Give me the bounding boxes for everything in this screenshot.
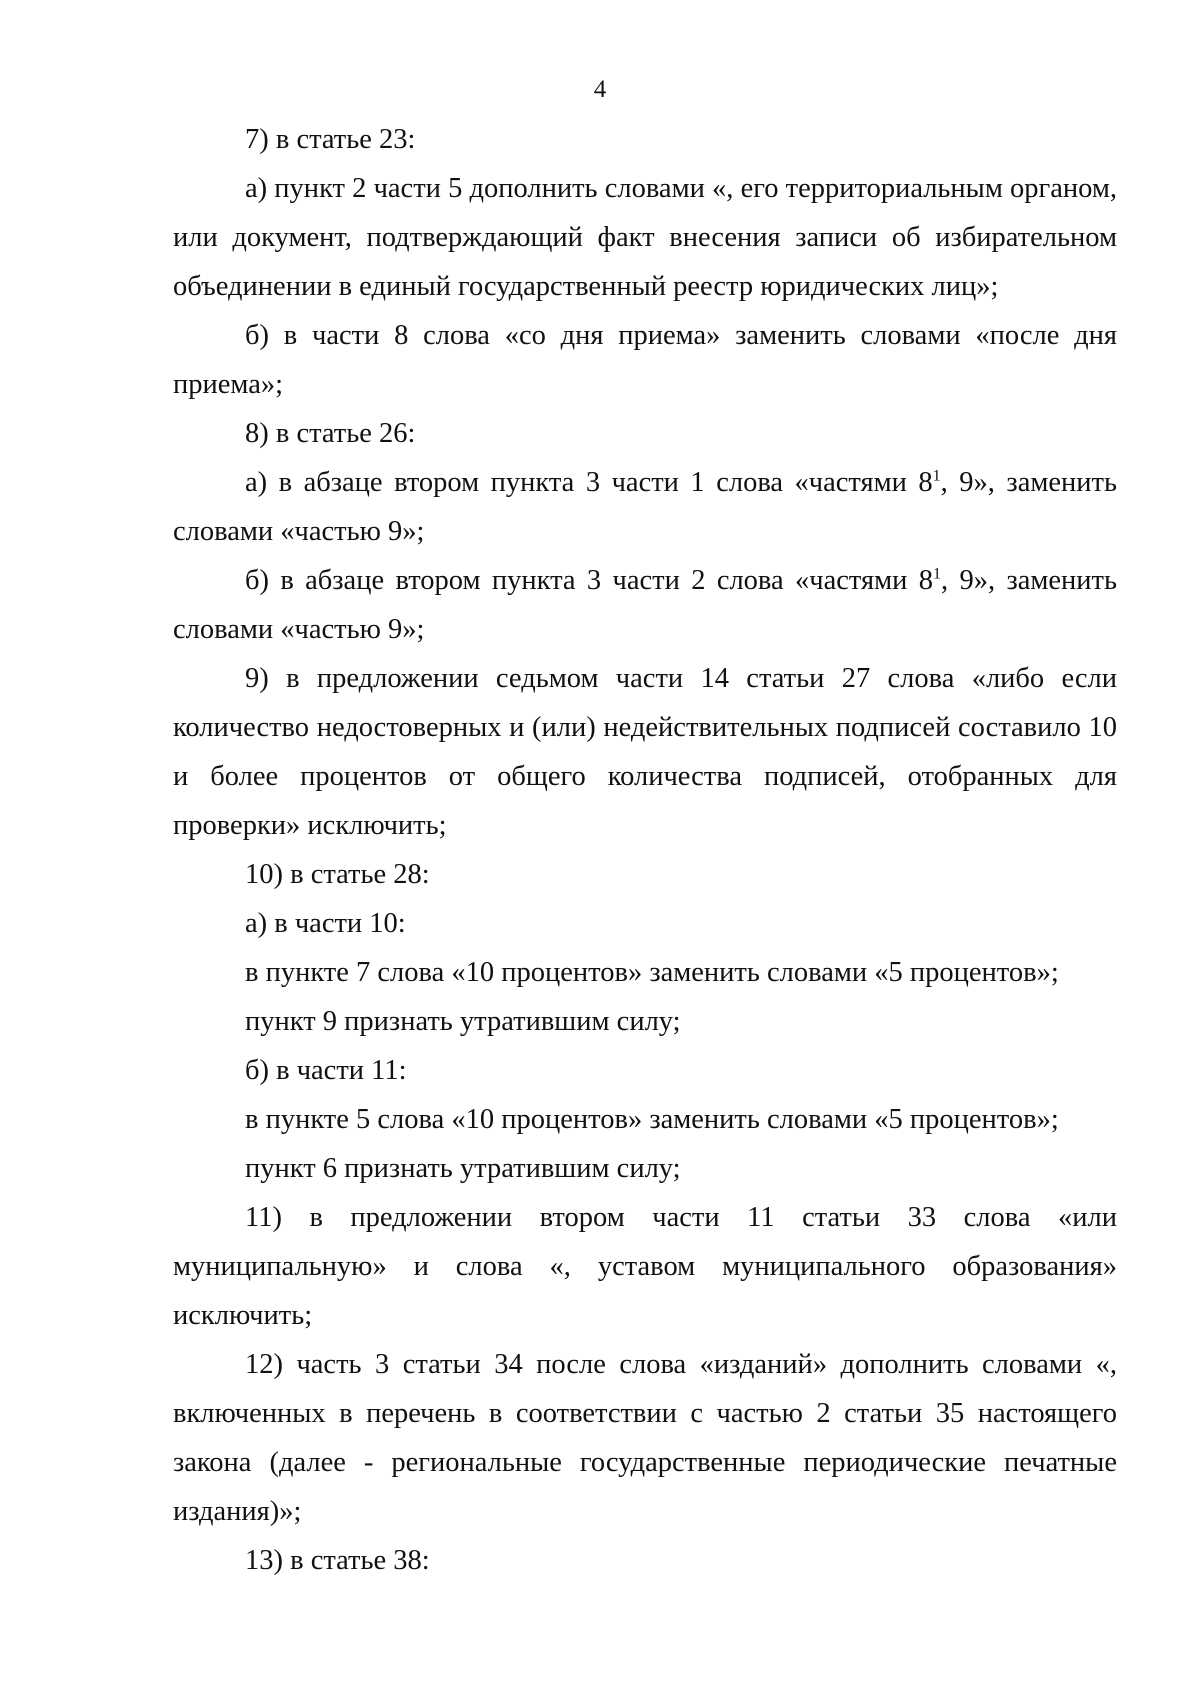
paragraph-item-7b: б) в части 8 слова «со дня приема» заменить словами «после дня приема»; xyxy=(173,320,1117,400)
paragraph-item-10a: а) в части 10: xyxy=(245,908,406,939)
paragraph-text: б) в абзаце втором пункта 3 части 2 слова «частями 8 xyxy=(245,565,933,596)
paragraph-item-7: 7) в статье 23: xyxy=(245,124,416,155)
paragraph-item-10b-2: пункт 6 признать утратившим силу; xyxy=(245,1153,681,1184)
paragraph-item-8b xyxy=(173,556,1117,654)
paragraph-item-10b-1: в пункте 5 слова «10 процентов» заменить словами «5 процентов»; xyxy=(245,1104,1059,1135)
paragraph-item-7a: а) пункт 2 части 5 дополнить словами «, его территориальным органом, или документ, подтверждающий факт внесения записи об избирательном объединении в единый государственный реестр юридических лиц»; xyxy=(173,173,1117,302)
paragraph-item-11: 11) в предложении втором части 11 статьи 33 слова «или муниципальную» и слова «, уставом муниципального образования» исключить; xyxy=(173,1202,1117,1331)
paragraph-item-13: 13) в статье 38: xyxy=(245,1545,430,1576)
paragraph-item-8: 8) в статье 26: xyxy=(245,418,416,449)
paragraph-text: , 9», заменить словами «частью 9»; xyxy=(173,565,1117,645)
paragraph-item-8a xyxy=(173,458,1117,556)
page-number: 4 xyxy=(593,76,607,103)
paragraph-item-10: 10) в статье 28: xyxy=(245,859,430,890)
paragraph-item-12: 12) часть 3 статьи 34 после слова «изданий» дополнить словами «, включенных в перечень в соответствии с частью 2 статьи 35 настоящего закона (далее - региональные государственные периодические печатные издания)»; xyxy=(173,1349,1117,1527)
paragraph-item-9: 9) в предложении седьмом части 14 статьи 27 слова «либо если количество недостоверных и (или) недействительных подписей составило 10 и более процентов от общего количества подписей, отобранных для проверки» исключить; xyxy=(173,663,1117,841)
paragraph-item-10b: б) в части 11: xyxy=(245,1055,407,1086)
paragraph-text: , 9», заменить словами «частью 9»; xyxy=(173,467,1117,547)
paragraph-item-10a-1: в пункте 7 слова «10 процентов» заменить словами «5 процентов»; xyxy=(245,957,1059,988)
paragraph-item-10a-2: пункт 9 признать утратившим силу; xyxy=(245,1006,681,1037)
paragraph-text: а) в абзаце втором пункта 3 части 1 слова «частями 8 xyxy=(245,467,933,498)
superscript: 1 xyxy=(932,565,941,583)
superscript: 1 xyxy=(932,467,941,485)
document-body xyxy=(173,115,1117,1585)
